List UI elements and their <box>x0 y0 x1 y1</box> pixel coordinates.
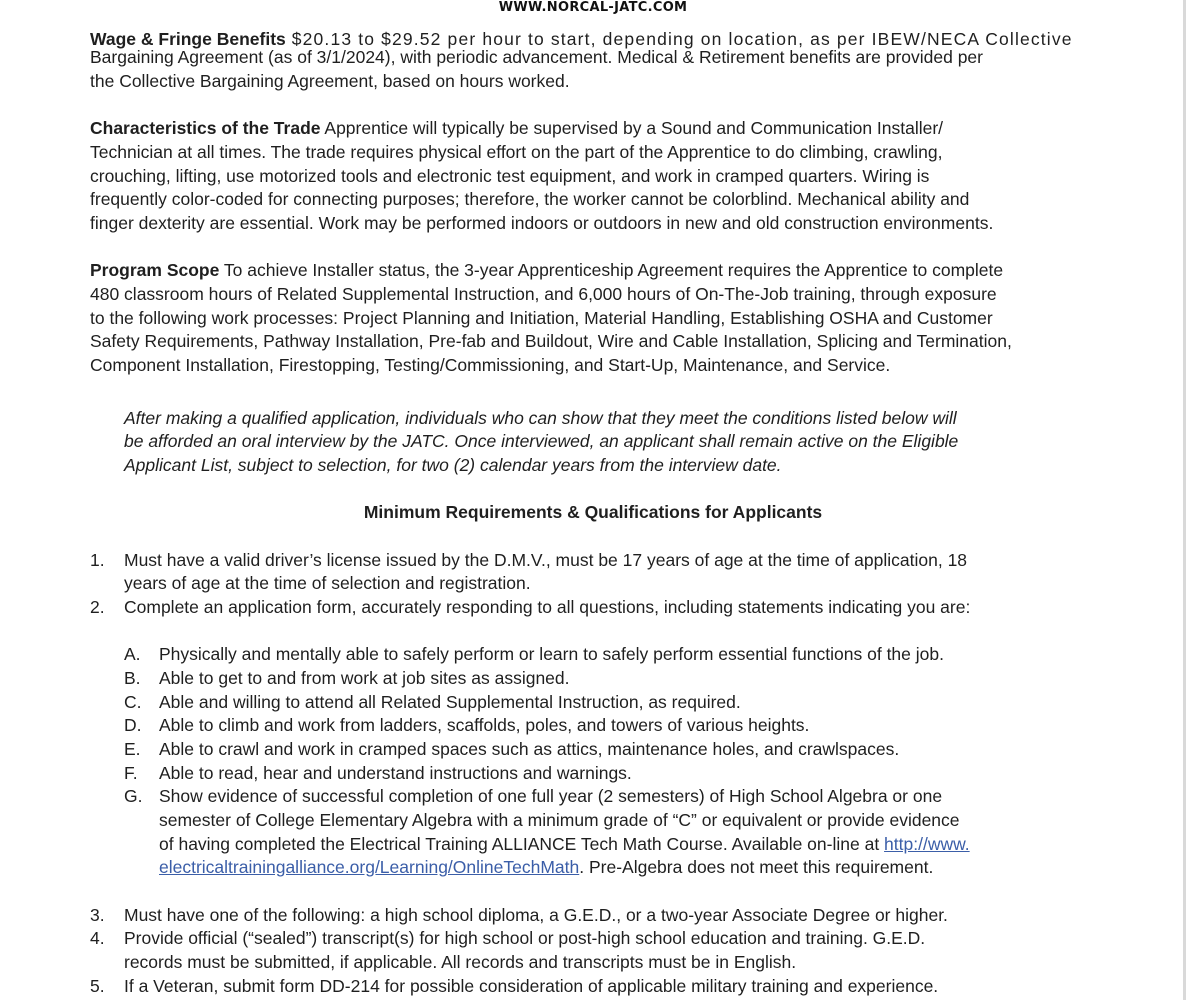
characteristics-line-4: frequently color-coded for connecting purposes; therefore, the worker cannot be colorblind. Mechanical ability and <box>90 189 970 209</box>
sub-item-a-text: Physically and mentally able to safely perform or learn to safely perform essential functions of the job. <box>159 644 944 664</box>
wage-line-3: the Collective Bargaining Agreement, based on hours worked. <box>90 71 570 91</box>
sub-item-e-text: Able to crawl and work in cramped spaces such as attics, maintenance holes, and crawlspaces. <box>159 739 900 759</box>
characteristics-line-1 <box>90 117 943 141</box>
item-4-number: 4. <box>90 928 105 948</box>
requirements-heading: Minimum Requirements & Qualifications for Applicants <box>363 502 823 522</box>
sub-item-c-text: Able and willing to attend all Related Supplemental Instruction, as required. <box>159 692 741 712</box>
sub-item-b-letter: B. <box>124 668 141 688</box>
item-1-line-1: Must have a valid driver’s license issued by the D.M.V., must be 17 years of age at the time of application, 18 <box>124 550 968 570</box>
sub-item-g-line-4-tail: . Pre-Algebra does not meet this requirement. <box>579 857 934 877</box>
sub-item-e-letter: E. <box>124 739 141 759</box>
sub-item-g-line-3 <box>159 833 970 857</box>
item-3-number: 3. <box>90 905 105 925</box>
item-5-number: 5. <box>90 976 105 996</box>
item-5-line-1: If a Veteran, submit form DD-214 for possible consideration of applicable military training and experience. <box>124 976 939 996</box>
tech-math-link-part-1[interactable]: http://www. <box>884 834 970 854</box>
wage-label: Wage & Fringe Benefits <box>90 29 286 49</box>
scope-text-1: To achieve Installer status, the 3-year Apprenticeship Agreement requires the Apprentice to complete <box>219 260 1004 280</box>
wage-line-2: Bargaining Agreement (as of 3/1/2024), with periodic advancement. Medical & Retirement benefits are provided per <box>90 47 983 67</box>
characteristics-line-2: Technician at all times. The trade requires physical effort on the part of the Apprentice to do climbing, crawling, <box>90 142 943 162</box>
sub-item-f-letter: F. <box>124 763 138 783</box>
item-4-line-2: records must be submitted, if applicable. All records and transcripts must be in English. <box>124 952 797 972</box>
scope-line-5: Component Installation, Firestopping, Testing/Commissioning, and Start-Up, Maintenance, and Service. <box>90 355 891 375</box>
scope-line-4: Safety Requirements, Pathway Installation, Pre-fab and Buildout, Wire and Cable Installation, Splicing and Termination, <box>90 331 1012 351</box>
sub-item-g-line-2: semester of College Elementary Algebra with a minimum grade of “C” or equivalent or provide evidence <box>159 810 960 830</box>
item-4-line-1: Provide official (“sealed”) transcript(s) for high school or post-high school education and training. G.E.D. <box>124 928 926 948</box>
scope-line-3: to the following work processes: Project Planning and Initiation, Material Handling, Establishing OSHA and Customer <box>90 308 993 328</box>
item-3-line-1: Must have one of the following: a high school diploma, a G.E.D., or a two-year Associate Degree or higher. <box>124 905 948 925</box>
item-2-number: 2. <box>90 597 105 617</box>
website-header: WWW.NORCAL-JATC.COM <box>498 0 688 15</box>
characteristics-label: Characteristics of the Trade <box>90 118 321 138</box>
notice-line-1: After making a qualified application, individuals who can show that they meet the conditions listed below will <box>124 408 957 428</box>
sub-item-f-text: Able to read, hear and understand instructions and warnings. <box>159 763 632 783</box>
sub-item-d-letter: D. <box>124 715 142 735</box>
wage-text-1: $20.13 to $29.52 per hour to start, depending on location, as per IBEW/NECA Collective <box>285 29 1073 49</box>
sub-item-g-letter: G. <box>124 786 143 806</box>
notice-line-3: Applicant List, subject to selection, for two (2) calendar years from the interview date. <box>124 455 782 475</box>
sub-item-g-line-3-text: of having completed the Electrical Training ALLIANCE Tech Math Course. Available on-line at <box>159 834 885 854</box>
notice-line-2: be afforded an oral interview by the JATC. Once interviewed, an applicant shall remain active on the Eligible <box>124 431 959 451</box>
characteristics-line-5: finger dexterity are essential. Work may be performed indoors or outdoors in new and old construction environments. <box>90 213 994 233</box>
sub-item-b-text: Able to get to and from work at job sites as assigned. <box>159 668 570 688</box>
sub-item-g-line-4 <box>159 856 933 880</box>
sub-item-d-text: Able to climb and work from ladders, scaffolds, poles, and towers of various heights. <box>159 715 810 735</box>
item-1-line-2: years of age at the time of selection and registration. <box>124 573 531 593</box>
item-2-line-1: Complete an application form, accurately responding to all questions, including statements indicating you are: <box>124 597 971 617</box>
sub-item-g-line-1: Show evidence of successful completion of one full year (2 semesters) of High School Algebra or one <box>159 786 943 806</box>
tech-math-link-part-2[interactable]: electricaltrainingalliance.org/Learning/OnlineTechMath <box>159 857 580 877</box>
item-1-number: 1. <box>90 550 105 570</box>
scope-line-1 <box>90 259 1003 283</box>
sub-item-a-letter: A. <box>124 644 141 664</box>
characteristics-text-1: Apprentice will typically be supervised by a Sound and Communication Installer/ <box>320 118 944 138</box>
sub-item-c-letter: C. <box>124 692 142 712</box>
scope-label: Program Scope <box>90 260 220 280</box>
characteristics-line-3: crouching, lifting, use motorized tools and electronic test equipment, and work in cramped quarters. Wiring is <box>90 166 930 186</box>
scope-line-2: 480 classroom hours of Related Supplemental Instruction, and 6,000 hours of On-The-Job training, through exposure <box>90 284 997 304</box>
